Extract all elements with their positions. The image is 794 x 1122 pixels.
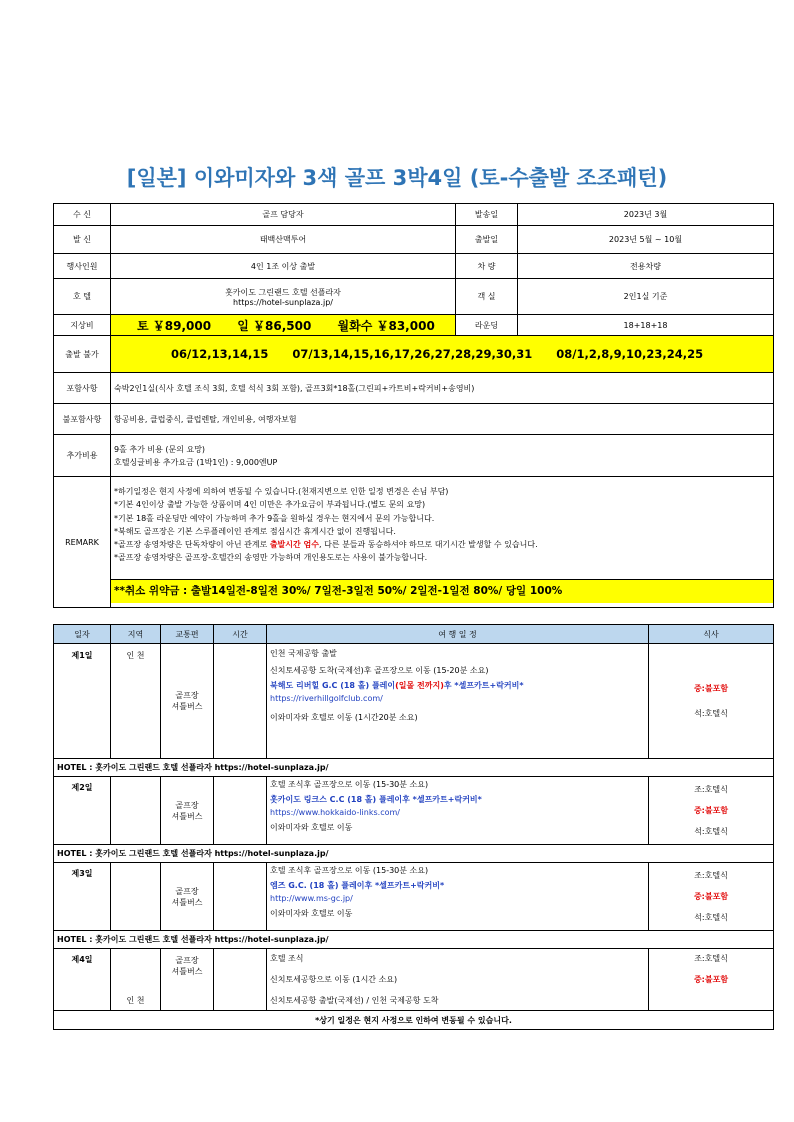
page-title: [일본] 이와미자와 3색 골프 3박4일 (토-수출발 조조패턴) bbox=[126, 166, 668, 190]
sender-value: 태백산맥투어 bbox=[111, 226, 456, 254]
vehicle-label: 차 량 bbox=[456, 254, 518, 279]
meal-lunch: 중:불포함 bbox=[693, 684, 729, 693]
day-2-transport bbox=[161, 777, 214, 845]
hotel-line: HOTEL : 홋카이도 그린랜드 호텔 선플라자 https://hotel-sunplaza.jp/ bbox=[54, 759, 774, 777]
cancel-policy: **취소 위약금 : 출발14일전-8일전 30%/ 7일전-3일전 50%/ 2일전-1일전 80%/ 당일 100% bbox=[111, 579, 773, 603]
price-mon-thu: 월화수 ￥83,000 bbox=[337, 318, 435, 333]
departure-value: 2023년 5월 ~ 10월 bbox=[518, 226, 774, 254]
round-value: 18+18+18 bbox=[518, 315, 774, 336]
unavailable-label: 출발 불가 bbox=[54, 336, 111, 373]
day-1-itinerary bbox=[267, 644, 649, 759]
day-3-itinerary bbox=[267, 863, 649, 931]
day-1-time bbox=[214, 644, 267, 759]
remark-line: *기본 4인이상 출발 가능한 상품이며 4인 미만은 추가요금이 부과됩니다.(별도 문의 요망) bbox=[114, 500, 426, 510]
day-3-label: 제3일 bbox=[54, 863, 111, 931]
course-url[interactable]: http://www.ms-gc.jp/ bbox=[270, 894, 353, 903]
include-value: 숙박2인1실(식사 호텔 조식 3회, 호텔 석식 3회 포함), 골프3회*18홀(그린피+카트비+락커비+송영비) bbox=[111, 373, 774, 404]
price-sat: 토 ￥89,000 bbox=[137, 318, 212, 333]
round-label: 라운딩 bbox=[456, 315, 518, 336]
pax-label: 행사인원 bbox=[54, 254, 111, 279]
itinerary-line: 호텔 조식후 골프장으로 이동 (15-30분 소요) bbox=[270, 866, 429, 875]
day-4-transport bbox=[161, 949, 214, 1011]
day-2-row bbox=[54, 777, 774, 845]
itinerary-line: 이와미자와 호텔로 이동 (1시간20분 소요) bbox=[270, 713, 418, 722]
recipient-label: 수 신 bbox=[54, 204, 111, 226]
remark-line: *하기일정은 현지 사정에 의하여 변동될 수 있습니다.(천재지변으로 인한 일정 변경은 손님 부담) bbox=[114, 487, 449, 496]
vehicle-value: 전용차량 bbox=[518, 254, 774, 279]
meal-dinner: 석:호텔식 bbox=[694, 913, 728, 922]
remark-line: *기본 18홀 라운딩만 예약이 가능하며 추가 9홀을 원하실 경우는 현지에서 문의 가능합니다. bbox=[114, 513, 435, 523]
include-label: 포함사항 bbox=[54, 373, 111, 404]
recipient-value: 골프 담당자 bbox=[111, 204, 456, 226]
day-2-itinerary bbox=[267, 777, 649, 845]
day-4-label: 제4일 bbox=[54, 949, 111, 1011]
remark-body bbox=[111, 477, 774, 608]
course-extra: 후 *셀프카트+락커비* bbox=[443, 681, 524, 690]
course-note: (일몰 전까지) bbox=[395, 681, 444, 690]
exclude-label: 불포함사항 bbox=[54, 404, 111, 435]
itinerary-line: 호텔 조식 bbox=[270, 954, 304, 963]
room-label: 객 실 bbox=[456, 279, 518, 315]
itinerary-line: 인천 국제공항 출발 bbox=[270, 649, 337, 658]
remark-label: REMARK bbox=[54, 477, 111, 608]
day-4-meals bbox=[649, 949, 774, 1011]
itinerary-line: 호텔 조식후 골프장으로 이동 (15-30분 소요) bbox=[270, 780, 429, 789]
remark-5-text: *골프장 송영차량은 단독차량이 아닌 관계로 bbox=[114, 540, 270, 550]
day-3-region bbox=[111, 863, 161, 931]
hotel-name: 홋카이도 그린랜드 호텔 선플라자 bbox=[225, 287, 341, 297]
course-name: 홋카이도 링크스 C.C (18 홀) 플레이후 *셀프카트+락커비* bbox=[270, 795, 482, 804]
itinerary-line: 신치토세공항으로 이동 (1시간 소요) bbox=[270, 975, 398, 984]
transport-line-2: 셔틀버스 bbox=[171, 967, 203, 976]
day-1-region: 인 천 bbox=[111, 644, 161, 759]
extra-value bbox=[111, 435, 774, 477]
header-time: 시간 bbox=[214, 625, 267, 644]
exclude-value: 항공비용, 클럽중식, 클럽렌탈, 개인비용, 여행자보험 bbox=[111, 404, 774, 435]
remark-5-text-end: , 다른 분들과 동승하셔야 하므로 대기시간 발생할 수 있습니다. bbox=[318, 540, 538, 550]
price-sun: 일 ￥86,500 bbox=[237, 318, 312, 333]
day-4-row bbox=[54, 949, 774, 1011]
day-4-itinerary bbox=[267, 949, 649, 1011]
header-meal: 식사 bbox=[649, 625, 774, 644]
meal-lunch: 중:불포함 bbox=[693, 892, 729, 901]
send-date-label: 발송일 bbox=[456, 204, 518, 226]
unavailable-dates bbox=[111, 336, 774, 373]
room-value: 2인1실 기준 bbox=[518, 279, 774, 315]
meal-breakfast: 조:호텔식 bbox=[694, 954, 728, 963]
hotel-line: HOTEL : 홋카이도 그린랜드 호텔 선플라자 https://hotel-sunplaza.jp/ bbox=[54, 931, 774, 949]
meal-breakfast: 조:호텔식 bbox=[694, 871, 728, 880]
day-3-meals bbox=[649, 863, 774, 931]
meal-dinner: 석:호텔식 bbox=[694, 709, 728, 718]
header-itinerary: 여 행 일 정 bbox=[267, 625, 649, 644]
day-2-label: 제2일 bbox=[54, 777, 111, 845]
info-table bbox=[53, 203, 774, 608]
header-day: 일자 bbox=[54, 625, 111, 644]
hotel-value bbox=[111, 279, 456, 315]
transport-line-1: 골프장 bbox=[175, 886, 199, 896]
transport-line-2: 셔틀버스 bbox=[171, 811, 203, 821]
day-3-row bbox=[54, 863, 774, 931]
price-values bbox=[111, 315, 456, 336]
unavailable-august: 08/1,2,8,9,10,23,24,25 bbox=[556, 347, 704, 361]
day-4-time bbox=[214, 949, 267, 1011]
day-2-meals bbox=[649, 777, 774, 845]
unavailable-july: 07/13,14,15,16,17,26,27,28,29,30,31 bbox=[292, 347, 533, 361]
remark-5-highlight: 출발시간 엄수 bbox=[269, 540, 319, 550]
unavailable-june: 06/12,13,14,15 bbox=[171, 347, 269, 361]
transport-line-1: 골프장 bbox=[175, 956, 199, 965]
day-1-meals bbox=[649, 644, 774, 759]
pax-value: 4인 1조 이상 출발 bbox=[111, 254, 456, 279]
header-transport: 교통편 bbox=[161, 625, 214, 644]
day-3-transport bbox=[161, 863, 214, 931]
itinerary-line: 이와미자와 호텔로 이동 bbox=[270, 909, 353, 918]
course-url[interactable]: https://www.hokkaido-links.com/ bbox=[270, 808, 400, 817]
header-region: 지역 bbox=[111, 625, 161, 644]
course-name: 엠즈 G.C. (18 홀) 플레이후 *셀프카트+락커비* bbox=[270, 881, 445, 890]
hotel-url[interactable]: https://hotel-sunplaza.jp/ bbox=[233, 297, 333, 307]
day-1-label: 제1일 bbox=[54, 644, 111, 759]
transport-line-2: 셔틀버스 bbox=[171, 897, 203, 907]
day-2-region bbox=[111, 777, 161, 845]
footer-note: *상기 일정은 현지 사정으로 인하여 변동될 수 있습니다. bbox=[54, 1011, 774, 1030]
departure-label: 출발일 bbox=[456, 226, 518, 254]
itinerary-line: 신치토세공항 출발(국제선) / 인천 국제공항 도착 bbox=[270, 996, 439, 1005]
schedule-table bbox=[53, 624, 774, 1030]
day-4-region: 인 천 bbox=[111, 949, 161, 1011]
remark-line: *골프장 송영차량은 골프장-호텔간의 송영만 가능하며 개인용도로는 사용이 불가능합니다. bbox=[114, 553, 428, 563]
remark-line bbox=[114, 538, 770, 551]
transport-line-1: 골프장 bbox=[175, 800, 199, 810]
day-1-row bbox=[54, 644, 774, 759]
meal-dinner: 석:호텔식 bbox=[694, 827, 728, 836]
course-name: 북해도 리버힐 G.C (18 홀) 플레이 bbox=[270, 681, 396, 690]
extra-line-1: 9홀 추가 비용 (문의 요망) bbox=[114, 444, 206, 454]
day-2-time bbox=[214, 777, 267, 845]
sender-label: 발 신 bbox=[54, 226, 111, 254]
course-url[interactable]: https://riverhillgolfclub.com/ bbox=[270, 694, 383, 703]
day-1-transport bbox=[161, 644, 214, 759]
meal-breakfast: 조:호텔식 bbox=[694, 785, 728, 794]
extra-line-2: 호텔싱글비용 추가요금 (1박1인) : 9,000엔UP bbox=[114, 457, 278, 467]
send-date-value: 2023년 3월 bbox=[518, 204, 774, 226]
meal-lunch: 중:불포함 bbox=[693, 975, 729, 984]
transport-line-2: 셔틀버스 bbox=[171, 702, 203, 711]
day-3-time bbox=[214, 863, 267, 931]
itinerary-line: 신치토세공항 도착(국제선)후 골프장으로 이동 (15-20분 소요) bbox=[270, 666, 489, 675]
hotel-label: 호 텔 bbox=[54, 279, 111, 315]
itinerary-course bbox=[270, 679, 645, 693]
price-label: 지상비 bbox=[54, 315, 111, 336]
remark-line: *북해도 골프장은 기본 스루플레이인 관계로 점심시간 휴게시간 없이 진행됩니다. bbox=[114, 526, 396, 536]
hotel-line: HOTEL : 홋카이도 그린랜드 호텔 선플라자 https://hotel-sunplaza.jp/ bbox=[54, 845, 774, 863]
itinerary-line: 이와미자와 호텔로 이동 bbox=[270, 823, 353, 832]
transport-line-1: 골프장 bbox=[175, 691, 199, 700]
extra-label: 추가비용 bbox=[54, 435, 111, 477]
meal-lunch: 중:불포함 bbox=[693, 806, 729, 815]
